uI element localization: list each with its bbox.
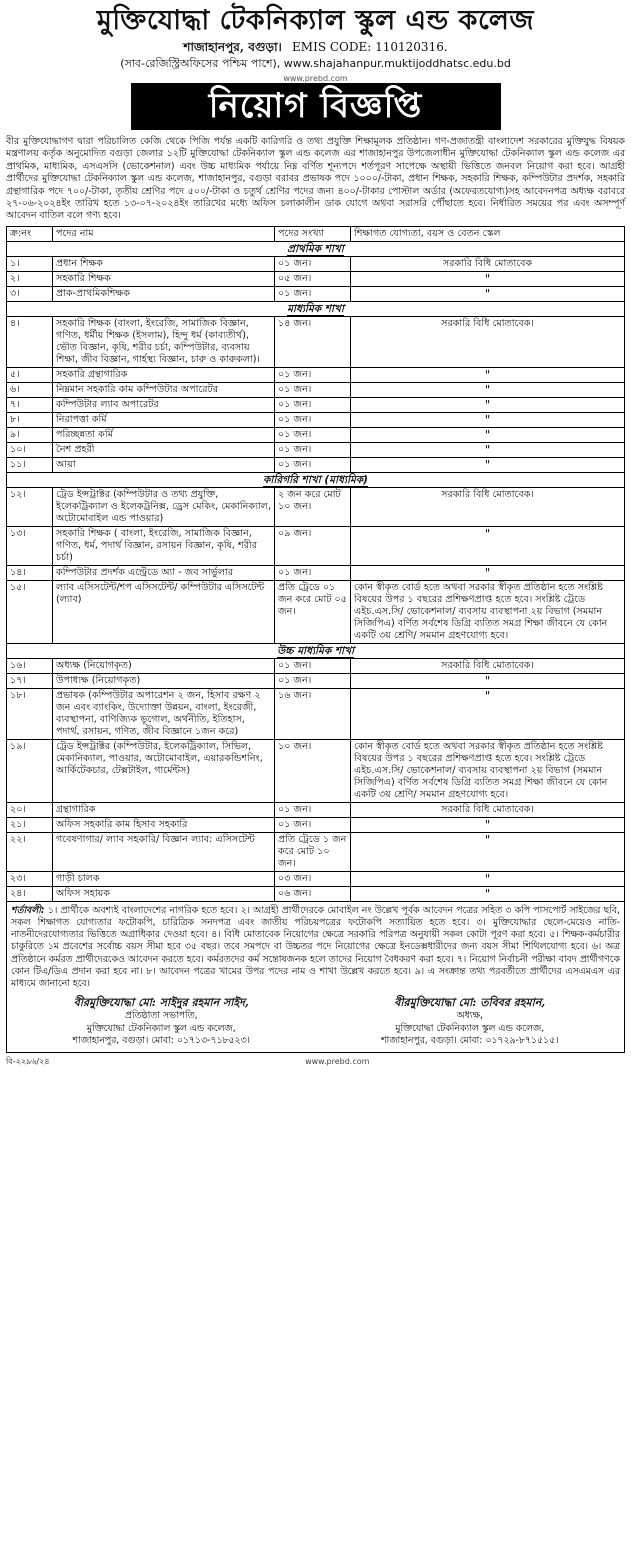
post-count-cell: ১৪ জন। <box>275 316 351 367</box>
serial-cell: ১৫। <box>7 580 53 643</box>
table-row <box>7 382 625 397</box>
section-title: মাধ্যমিক শাখা <box>287 302 344 315</box>
section-row <box>7 241 625 256</box>
post-name-cell: গবেষণাগার/ ল্যাব সহকারি/ বিজ্ঞান ল্যাব: এসিসটেন্ট <box>53 832 275 871</box>
section-title: প্রাথমিক শাখা <box>287 242 344 255</box>
post-name-cell: প্রধান শিক্ষক <box>53 256 275 271</box>
table-row <box>7 367 625 382</box>
col-serial: ক্র:নং <box>7 226 53 241</box>
post-name-cell: প্রাক-প্রাথমিকশিক্ষক <box>53 286 275 301</box>
qualification-cell: সরকারি বিধি মোতাবেক। <box>351 658 625 673</box>
post-count-cell: ০১ জন। <box>275 658 351 673</box>
post-count-cell: প্রতি ট্রেডে ১ জন করে মোট ১০ জন। <box>275 832 351 871</box>
signatory-contact: শাজাহানপুর, বগুড়া। মোবা: ০১৭১৩-৭১৮৫২৩। <box>72 1035 250 1047</box>
post-count-cell: ০১ জন। <box>275 256 351 271</box>
table-row <box>7 286 625 301</box>
table-row <box>7 832 625 871</box>
signatory-role: অধ্যক্ষ, <box>456 1010 483 1022</box>
table-row <box>7 487 625 526</box>
section-title: উচ্চ মাধ্যমিক শাখা <box>276 644 355 657</box>
serial-cell: ৩। <box>7 286 53 301</box>
location-line <box>6 38 625 56</box>
post-count-cell: প্রতি ট্রেডে ০১ জন করে মোট ০৫ জন। <box>275 580 351 643</box>
table-row <box>7 427 625 442</box>
posts-table <box>6 226 625 902</box>
post-name-cell: অধ্যক্ষ (নিয়োগকৃত) <box>53 658 275 673</box>
signatory-org: মুক্তিযোদ্ধা টেকনিক্যাল স্কুল এন্ড কলেজ, <box>86 1022 236 1034</box>
section-row <box>7 301 625 316</box>
qualification-cell: " <box>351 886 625 901</box>
post-name-cell: কম্পিউটার প্রদর্শক এন্ট্রেডে অ্যা - জব সার্ভুলার <box>53 565 275 580</box>
post-name-cell: কম্পিউটার ল্যাব অপারেটর <box>53 397 275 412</box>
qualification-cell: কোন স্বীকৃত বোর্ড হতে অথবা সরকার স্বীকৃত প্রতিষ্ঠান হতে সংশ্লিষ্ট বিষয়ের উপর ১ বছরের প্রশিক্ষণপ্রাপ্ত হতে হবে। সংশ্লিষ্ট ট্রেডে এইচ.এস.সি/ ভোকেশনাল/ ব্যবসায় ব্যবস্থাপনা ২য় বিভাগ (সমমান সিজিপিএ) বর্ণিত সর্বশেষ ডিগ্রি ব্যতিত সমগ্র শিক্ষা জীবনে যে কোন একটি ৩য় শ্রেণি/ সমমান গ্রহণযোগ্য হবে। <box>351 580 625 643</box>
serial-cell: ২৪। <box>7 886 53 901</box>
post-name-cell: উপাধ্যক্ষ (নিয়োগকৃত) <box>53 673 275 688</box>
qualification-cell: " <box>351 565 625 580</box>
posts-table-body <box>7 241 625 901</box>
serial-cell: ২০। <box>7 802 53 817</box>
serial-cell: ২। <box>7 271 53 286</box>
post-count-cell: ০৩ জন। <box>275 871 351 886</box>
post-name-cell: প্রভাষক (কম্পিউটার অপারেশন ২ জন, হিসাব রক্ষণ ২ জন এবং ব্যাংকিং, উদ্যোক্তা উন্নয়ন, বাংলা, ইংরেজী, ব্যবস্থাপনা, বাণিজ্যিক ভূগোল, অর্থনীতি, ইতিহাস, পদার্থ, রসায়ন, গণিত, জীব বিজ্ঞানে ১জন করে) <box>53 688 275 739</box>
table-row <box>7 673 625 688</box>
post-count-cell: ০৬ জন। <box>275 886 351 901</box>
qualification-cell: " <box>351 397 625 412</box>
table-row <box>7 256 625 271</box>
ad-code: বি-২২৯৬/২৪ <box>6 1056 50 1066</box>
serial-cell: ২১। <box>7 817 53 832</box>
location: শাজাহানপুর, বগুড়া। <box>183 40 282 54</box>
col-post-name: পদের নাম <box>53 226 275 241</box>
footer-website: www.prebd.com <box>305 1056 370 1066</box>
serial-cell: ৯। <box>7 427 53 442</box>
post-name-cell: নিম্নমান সহকারি কাম কম্পিউটার অপারেটর <box>53 382 275 397</box>
signatory-name: বীরমুক্তিযোদ্ধা মো: সাইদুর রহমান সাইদ, <box>73 996 249 1010</box>
serial-cell: ২২। <box>7 832 53 871</box>
section-cell <box>7 301 625 316</box>
address-line: (সাব-রেজিস্ট্রিঅফিসের পশ্চিম পাশে), www.shajahanpur.muktijoddhatsc.edu.bd <box>120 57 511 70</box>
serial-cell: ৪। <box>7 316 53 367</box>
post-count-cell: ০১ জন। <box>275 412 351 427</box>
post-count-cell: ০১ জন। <box>275 442 351 457</box>
banner-area <box>6 74 625 132</box>
emis-code: EMIS CODE: 110120316. <box>292 40 448 54</box>
table-row <box>7 688 625 739</box>
table-row <box>7 457 625 472</box>
table-row <box>7 397 625 412</box>
post-count-cell: ০১ জন। <box>275 397 351 412</box>
qualification-cell: " <box>351 871 625 886</box>
qualification-cell: " <box>351 832 625 871</box>
post-name-cell: পরিচ্ছন্নতা কর্মি <box>53 427 275 442</box>
post-count-cell: ০১ জন। <box>275 673 351 688</box>
qualification-cell: " <box>351 271 625 286</box>
table-row <box>7 817 625 832</box>
qualification-cell: " <box>351 286 625 301</box>
signatory-org: মুক্তিযোদ্ধা টেকনিক্যাল স্কুল এন্ড কলেজ, <box>395 1022 545 1034</box>
qualification-cell: " <box>351 412 625 427</box>
post-name-cell: নৈশ প্রহরী <box>53 442 275 457</box>
section-title: কারিগরি শাখা (মাধ্যমিক) <box>263 473 368 486</box>
table-row <box>7 412 625 427</box>
section-row <box>7 472 625 487</box>
post-name-cell: সহকারি শিক্ষক ( বাংলা, ইংরেজি, সামাজিক বিজ্ঞান, গণিত, ধর্ম, পদার্থ বিজ্ঞান, রসায়ন বিজ্ঞান, কৃষি, শরীর চর্চা) <box>53 526 275 565</box>
signatory-name: বীরমুক্তিযোদ্ধা মো: তবিবর রহমান, <box>394 996 546 1010</box>
col-qualification: শিক্ষাগত যোগ্যতা, বয়স ও বেতন স্কেল <box>351 226 625 241</box>
serial-cell: ১৮। <box>7 688 53 739</box>
serial-cell: ১৯। <box>7 739 53 802</box>
serial-cell: ৭। <box>7 397 53 412</box>
post-count-cell: ০৯ জন। <box>275 526 351 565</box>
post-name-cell: ল্যাব এসিসটেন্ট/শপ এসিসটেন্ট/ কম্পিউটার এসিসটেন্ট (ল্যাব) <box>53 580 275 643</box>
footer <box>6 1056 625 1068</box>
school-name: মুক্তিযোদ্ধা টেকনিক্যাল স্কুল এন্ড কলেজ <box>96 5 535 36</box>
serial-cell: ১৪। <box>7 565 53 580</box>
signatures <box>6 993 625 1053</box>
table-row <box>7 580 625 643</box>
post-name-cell: সহকারি শিক্ষক (বাংলা, ইংরেজি, সামাজিক বিজ্ঞান, গণিত, ধর্মীয় শিক্ষক (ইসলাম), হিন্দু ধর্ম (কাব্যতীর্থ), ভৌত বিজ্ঞান, কৃষি, শরীর চর্চা, কম্পিউটার, ব্যবসায় শিক্ষা, জীব বিজ্ঞান, গার্হস্থ্য বিজ্ঞান, চারু ও কারুকলা)। <box>53 316 275 367</box>
serial-cell: ৬। <box>7 382 53 397</box>
post-name-cell: অফিস সহায়ক <box>53 886 275 901</box>
terms-label: শর্তাবলী: <box>11 904 45 916</box>
post-name-cell: সহকারি গ্রন্থাগারিক <box>53 367 275 382</box>
table-row <box>7 565 625 580</box>
col-post-count: পদের সংখ্যা <box>275 226 351 241</box>
section-cell <box>7 643 625 658</box>
post-name-cell: গাড়ী চালক <box>53 871 275 886</box>
serial-cell: ১। <box>7 256 53 271</box>
table-row <box>7 739 625 802</box>
table-row <box>7 802 625 817</box>
serial-cell: ২৩। <box>7 871 53 886</box>
qualification-cell: সরকারি বিধি মোতাবেক <box>351 256 625 271</box>
post-count-cell: ০১ জন। <box>275 382 351 397</box>
qualification-cell: " <box>351 688 625 739</box>
table-header-row <box>7 226 625 241</box>
qualification-cell: " <box>351 457 625 472</box>
signature-chairman <box>7 993 316 1052</box>
post-count-cell: ০১ জন। <box>275 427 351 442</box>
serial-cell: ১২। <box>7 487 53 526</box>
post-count-cell: ০৫ জন। <box>275 271 351 286</box>
signatory-role: প্রতিষ্ঠাতা সভাপতি, <box>124 1010 198 1022</box>
watermark: www.prebd.com <box>283 74 348 83</box>
table-row <box>7 871 625 886</box>
qualification-cell: " <box>351 442 625 457</box>
table-row <box>7 526 625 565</box>
table-row <box>7 658 625 673</box>
serial-cell: ১৬। <box>7 658 53 673</box>
recruitment-banner: নিয়োগ বিজ্ঞপ্তি <box>131 83 501 130</box>
qualification-cell: সরকারি বিধি মোতাবেক। <box>351 802 625 817</box>
serial-cell: ১১। <box>7 457 53 472</box>
post-count-cell: ০১ জন। <box>275 457 351 472</box>
post-count-cell: ০১ জন। <box>275 817 351 832</box>
serial-cell: ১৭। <box>7 673 53 688</box>
qualification-cell: কোন স্বীকৃত বোর্ড হতে অথবা সরকার স্বীকৃত প্রতিষ্ঠান হতে সংশ্লিষ্ট বিষয়ের উপর ১ বছরের প্রশিক্ষণপ্রাপ্ত হতে হবে। সংশ্লিষ্ট ট্রেডে এইচ.এস.সি/ ভোকেশনাল/ ব্যবসায় ব্যবস্থাপনা ২য় বিভাগ (সমমান সিজিপিএ) বর্ণিত সর্বশেষ ডিগ্রি ব্যতিত সমগ্র শিক্ষা জীবনে যে কোন একটি ৩য় শ্রেণি/ সমমান গ্রহণযোগ্য হবে। <box>351 739 625 802</box>
table-row <box>7 271 625 286</box>
serial-cell: ৮। <box>7 412 53 427</box>
qualification-cell: " <box>351 427 625 442</box>
serial-cell: ১০। <box>7 442 53 457</box>
serial-cell: ১৩। <box>7 526 53 565</box>
post-name-cell: ট্রেড ইন্সট্রাক্টর (কম্পিউটার ও তথ্য প্রযুক্তি, ইলেকট্রিক্যাল ও ইলেকট্রনিক্স, ড্রেস মেকিং, মেকানিক্যাল, অটোমোবাইল এন্ড পাওয়ার) <box>53 487 275 526</box>
post-name-cell: অফিস সহকারি কাম হিসাব সহকারি <box>53 817 275 832</box>
serial-cell: ৫। <box>7 367 53 382</box>
qualification-cell: সরকারি বিধি মোতাবেক। <box>351 487 625 526</box>
qualification-cell: " <box>351 817 625 832</box>
section-cell <box>7 472 625 487</box>
terms-block <box>6 902 625 993</box>
section-cell <box>7 241 625 256</box>
table-row <box>7 316 625 367</box>
qualification-cell: " <box>351 673 625 688</box>
header <box>6 4 625 72</box>
signatory-contact: শাজাহানপুর, বগুড়া। মোবা: ০১৭২৯-৮৭১৫১৫। <box>381 1035 559 1047</box>
post-count-cell: ০১ জন। <box>275 565 351 580</box>
post-count-cell: ০১ জন। <box>275 367 351 382</box>
table-row <box>7 442 625 457</box>
post-name-cell: গ্রন্থাগারিক <box>53 802 275 817</box>
post-name-cell: ট্রেড ইন্সট্রাক্টর (কম্পিউটার, ইলেকট্রিক্যাল, সিভিল, মেকানিক্যাল, পাওয়ার, অটোমোবাইল, এয়ারকন্ডিশনিং, আর্কিটেকচার, টেক্সটাইল, গার্মেন্টস) <box>53 739 275 802</box>
post-count-cell: ১০ জন। <box>275 739 351 802</box>
qualification-cell: " <box>351 367 625 382</box>
post-name-cell: আয়া <box>53 457 275 472</box>
intro-paragraph: বীর মুক্তিযোদ্ধাগণ দ্বারা পরিচালিত কেজি থেকে পিজি পর্যন্ত একটি কারিগরি ও তথ্য প্রযুক্তি শিক্ষামূলক প্রতিষ্ঠান। গণ-প্রজাতন্ত্রী বাংলাদেশ সরকারের মুক্তিযুদ্ধ বিষয়ক মন্ত্রণালয় কর্তৃক অনুমোদিত বগুড়া জেলার ১২টি মুক্তিযোদ্ধা টেকনিক্যাল স্কুল এন্ড কলেজ এর শাজাহানপুর উপজেলাধীন মুক্তিযোদ্ধা টেকনিক্যাল স্কুল এন্ড কলেজ এর প্রাথমিক, মাধ্যমিক, এসএসসি (ভোকেশনাল) এবং উচ্চ মাধ্যমিক পর্যায়ে নিম্ন বর্ণিত শূন্যপদে শর্তপূরণ সাপেক্ষে অস্থায়ী ভিত্তিতে জনবল নিয়োগ করা হবে। আগ্রহী প্রার্থীদের মুক্তিযোদ্ধা টেকনিক্যাল স্কুল এন্ড কলেজ, শাজাহানপুর, বগুড়া বরাবর প্রভাষক পদে ১০০০/-টাকা, প্রধান শিক্ষক, সহকারি শিক্ষক, কম্পিউটার প্রদর্শক, সহকারি গ্রন্থাগারিক পদে ৭০০/-টাকা, তৃতীয় শ্রেণির পদে ৫০০/-টাকা ও চতুর্থ শ্রেণির পদের জন্য ৪০০/-টাকার পোস্টাল অর্ডার (অফেরতযোগ্য)সহ আবেদনপত্র অধ্যক্ষ বরাবরে ২৭-০৬-২০২৪ইং তারিখ হতে ১৩-০৭-২০২৪ইং তারিখের মধ্যে অফিস চলাকালীন ডাক যোগে অথবা সরাসরি পৌঁছাতে হবে। নির্ধারিত সময়ের পর এবং অসম্পূর্ণ আবেদন বাতিল বলে গণ্য হবে। <box>6 136 625 222</box>
qualification-cell: সরকারি বিধি মোতাবেক। <box>351 316 625 367</box>
signature-principal <box>316 993 625 1052</box>
post-count-cell: ০১ জন। <box>275 286 351 301</box>
table-row <box>7 886 625 901</box>
post-count-cell: ২ জন করে মোট ১০ জন। <box>275 487 351 526</box>
section-row <box>7 643 625 658</box>
post-count-cell: ১৬ জন। <box>275 688 351 739</box>
post-name-cell: সহকারি শিক্ষক <box>53 271 275 286</box>
post-name-cell: নিরাপত্তা কর্মি <box>53 412 275 427</box>
terms-text: ১। প্রার্থীকে অবশ্যই বাংলাদেশের নাগরিক হতে হবে। ২। আগ্রহী প্রার্থীদেরকে মোবাইল নং উল্লেখ পূর্বক আবেদন পত্রের সহিত ৩ কপি পাসপোর্ট সাইজের ছবি, সকল শিক্ষাগত যোগ্যতার ফটোকপি, চারিত্রিক সনদপত্র এবং জাতীয় পরিচয়পত্রের ফটোকপি সত্যায়িত হতে হবে। ৩। মুক্তিযোদ্ধার ছেলে-মেয়েও নাতি-নাতনীদেরযোগ্যতার ভিত্তিতে অগ্রাধিকার দেওয়া হবে। ৪। বিধি মোতাবেক নিয়োগের ক্ষেত্রে সরকারি পরিপত্র অনুযায়ী সকল কোটা পূরণ করা হবে। ৫। শিক্ষক-কর্মচারীর চাকুরিতে ১ম প্রবেশের সর্বোচ্চ বয়স সীমা হবে ৩৫ বছর। তবে সমপদে বা উচ্চতর পদে নিয়োগের ক্ষেত্রে ইনডেক্সধারীদের জন্য বয়স সীমা শিথিলযোগ্য হবে। ৬। অত্র প্রতিষ্ঠানে কর্মরত প্রার্থীদেরকেও আবেদন করতে হবে। কর্মরতদের কর্ম সন্তোষজনক হলে তাদের নিয়োগ বৈধকরণ করা হবে। ৭। নিয়োগ নির্বাচনী পরীক্ষা বাবদ প্রার্থীগণকে কোন টিএ/ডিএ প্রদান করা হবে না। ৮। আবেদন পত্রের খামের উপর পদের নাম ও শাখা উল্লেখ করতে হবে। ৯। এ সংক্রান্ত তথ্য পরবর্তীতে প্রার্থীদের এসএমএস এর মাধ্যমে জানানো হবে। <box>11 904 620 990</box>
qualification-cell: " <box>351 382 625 397</box>
qualification-cell: " <box>351 526 625 565</box>
post-count-cell: ০১ জন। <box>275 802 351 817</box>
